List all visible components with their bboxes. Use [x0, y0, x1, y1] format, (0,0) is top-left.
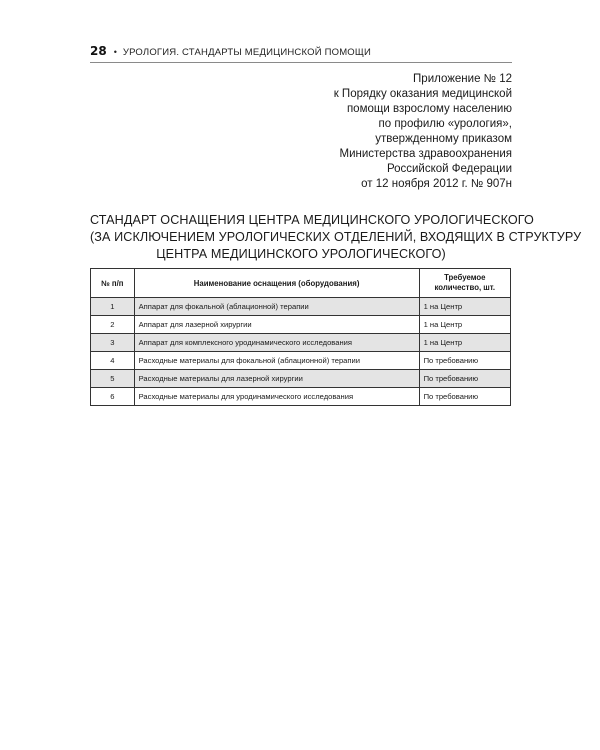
- appendix-line: к Порядку оказания медицинской: [333, 88, 512, 100]
- equipment-table: [90, 268, 511, 406]
- table-header-row: [91, 269, 511, 298]
- table-row: [91, 334, 511, 352]
- row-number: 2: [91, 316, 135, 334]
- row-name: Аппарат для комплексного уродинамического исследования: [134, 334, 419, 352]
- table-row: [91, 370, 511, 388]
- header-number: № п/п: [91, 269, 135, 298]
- running-header: [90, 44, 512, 63]
- row-quantity: По требованию: [419, 352, 510, 370]
- row-name: Аппарат для фокальной (аблационной) терапии: [134, 298, 419, 316]
- table-row: [91, 388, 511, 406]
- row-number: 6: [91, 388, 135, 406]
- document-title-line: (ЗА ИСКЛЮЧЕНИЕМ УРОЛОГИЧЕСКИХ ОТДЕЛЕНИЙ, ВХОДЯЩИХ В СТРУКТУРУ: [90, 230, 582, 244]
- row-quantity: 1 на Центр: [419, 316, 510, 334]
- row-number: 3: [91, 334, 135, 352]
- appendix-line: по профилю «урология»,: [378, 118, 512, 130]
- row-name: Аппарат для лазерной хирургии: [134, 316, 419, 334]
- appendix-line: от 12 ноября 2012 г. № 907н: [361, 178, 512, 190]
- appendix-line: Министерства здравоохранения: [339, 148, 512, 160]
- running-header-title: УРОЛОГИЯ. СТАНДАРТЫ МЕДИЦИНСКОЙ ПОМОЩИ: [122, 47, 372, 58]
- appendix-line: помощи взрослому населению: [346, 103, 512, 115]
- table-row: [91, 316, 511, 334]
- header-quantity-line2: количество, шт.: [434, 283, 496, 292]
- document-title: [90, 212, 582, 263]
- header-quantity-line1: Требуемое: [444, 273, 486, 282]
- header-quantity: [419, 269, 510, 298]
- row-name: Расходные материалы для фокальной (аблационной) терапии: [134, 352, 419, 370]
- table-row: [91, 352, 511, 370]
- appendix-line: утвержденному приказом: [375, 133, 512, 145]
- row-name: Расходные материалы для лазерной хирургии: [134, 370, 419, 388]
- row-number: 1: [91, 298, 135, 316]
- row-name: Расходные материалы для уродинамического исследования: [134, 388, 419, 406]
- document-title-line: ЦЕНТРА МЕДИЦИНСКОГО УРОЛОГИЧЕСКОГО): [156, 247, 446, 261]
- appendix-reference: [334, 72, 512, 192]
- appendix-line: Российской Федерации: [386, 163, 512, 175]
- row-quantity: По требованию: [419, 370, 510, 388]
- document-title-line: СТАНДАРТ ОСНАЩЕНИЯ ЦЕНТРА МЕДИЦИНСКОГО УРОЛОГИЧЕСКОГО: [90, 213, 534, 227]
- page-number: 28: [90, 44, 107, 58]
- header-name: Наименование оснащения (оборудования): [134, 269, 419, 298]
- row-number: 4: [91, 352, 135, 370]
- bullet-separator: •: [113, 47, 117, 57]
- row-quantity: 1 на Центр: [419, 298, 510, 316]
- row-number: 5: [91, 370, 135, 388]
- appendix-line: Приложение № 12: [413, 73, 512, 85]
- row-quantity: 1 на Центр: [419, 334, 510, 352]
- row-quantity: По требованию: [419, 388, 510, 406]
- table-row: [91, 298, 511, 316]
